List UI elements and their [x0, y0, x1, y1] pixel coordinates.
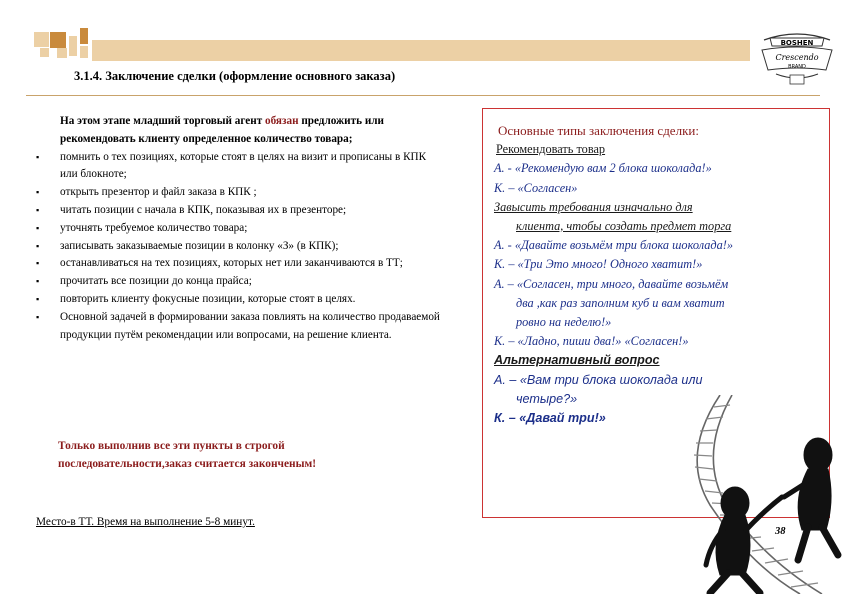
page-number: 38	[775, 526, 786, 537]
decor-square	[80, 46, 88, 58]
list-item-text: Основной задачей в формировании заказа повлиять на количество продаваемой продукции путём рекомендации или вопросами, на решение клиента.	[60, 310, 440, 341]
list-item-text: помнить о тех позициях, которые стоят в целях на визит и прописаны в КПК или блокноте;	[60, 150, 427, 181]
list-item	[36, 309, 441, 345]
decor-square	[50, 32, 66, 48]
bullet-icon: ▪	[36, 240, 40, 251]
bullet-icon: ▪	[36, 187, 40, 198]
deal-type-alternative: Альтернативный вопрос	[494, 353, 660, 368]
place-time-note: Место-в ТТ. Время на выполнение 5-8 минут.	[36, 516, 255, 528]
page-title: 3.1.4. Заключение сделки (оформление основного заказа)	[74, 69, 396, 83]
dialog-line: два ,как раз заполним куб и вам хватит	[516, 295, 725, 310]
list-item	[36, 202, 441, 220]
svg-text:Crescendo: Crescendo	[775, 53, 819, 62]
bullet-icon: ▪	[36, 222, 40, 233]
dialog-line: К. – «Согласен»	[494, 180, 578, 195]
intro-part: предложить или рекомендовать клиенту определенное количество товара;	[60, 115, 384, 145]
instructions-block	[36, 113, 441, 344]
dialog-line: А. – «Вам три блока шоколада или	[494, 372, 703, 387]
bullet-icon: ▪	[36, 204, 40, 215]
list-item	[36, 184, 441, 202]
list-item	[36, 220, 441, 238]
intro-text	[36, 113, 441, 149]
deal-type-recommend: Рекомендовать товар	[496, 142, 606, 157]
list-item-text: повторить клиенту фокусные позиции, которые стоят в целях.	[60, 292, 356, 305]
list-item	[36, 291, 441, 309]
dialog-line: ровно на неделю!»	[516, 315, 612, 330]
svg-text:BRAND: BRAND	[788, 64, 806, 70]
list-item-text: уточнять требуемое количество товара;	[60, 221, 248, 234]
decor-square	[57, 48, 67, 58]
list-item-text: читать позиции с начала в КПК, показывая их в презенторе;	[60, 203, 347, 216]
bullet-icon: ▪	[36, 151, 40, 162]
intro-emphasis: обязан	[265, 115, 299, 127]
list-item	[36, 273, 441, 291]
dialog-line: К. – «Три Это много! Одного хватит!»	[494, 257, 703, 272]
intro-part: На этом этапе младший торговый агент	[60, 115, 266, 127]
list-item	[36, 149, 441, 185]
list-item	[36, 238, 441, 256]
deal-types-heading: Основные типы заключения сделки:	[498, 123, 699, 138]
decor-square	[80, 28, 88, 44]
deal-type-overstate: Завысить требования изначально для	[494, 199, 693, 214]
header-bar	[92, 40, 750, 61]
dialog-line: А. – «Согласен, три много, давайте возьмём	[494, 276, 729, 291]
dialog-line: К. – «Давай три!»	[494, 411, 606, 426]
svg-text:BOSHEN: BOSHEN	[780, 39, 814, 47]
completion-note: Только выполнив все эти пункты в строгой последовательности,заказ считается законченым!	[58, 440, 317, 470]
decor-square	[69, 36, 77, 56]
divider	[26, 95, 820, 96]
decor-square	[40, 48, 49, 57]
list-item-text: записывать заказываемые позиции в колонку «З» (в КПК);	[60, 239, 339, 252]
bullet-icon: ▪	[36, 258, 40, 269]
dialog-line: А. - «Рекомендую вам 2 блока шоколада!»	[494, 161, 712, 176]
decor-square	[34, 32, 49, 47]
bullet-icon: ▪	[36, 311, 40, 322]
dialog-line: четыре?»	[516, 391, 578, 406]
list-item-text: открыть презентор и файл заказа в КПК ;	[60, 186, 257, 199]
bullet-icon: ▪	[36, 293, 40, 304]
list-item	[36, 255, 441, 273]
deal-types-text	[494, 121, 830, 428]
deal-type-overstate-cont: клиента, чтобы создать предмет торга	[516, 219, 732, 234]
handshake-illustration	[560, 395, 850, 594]
list-item-text: останавливаться на тех позициях, которых нет или заканчиваются в ТТ;	[60, 257, 403, 270]
list-item-text: прочитать все позиции до конца прайса;	[60, 275, 252, 288]
company-logo	[756, 30, 838, 88]
bullet-icon: ▪	[36, 276, 40, 287]
instructions-list	[36, 149, 441, 345]
dialog-line: К. – «Ладно, пиши два!» «Согласен!»	[494, 334, 689, 349]
dialog-line: А. - «Давайте возьмём три блока шоколада!»	[494, 238, 733, 253]
